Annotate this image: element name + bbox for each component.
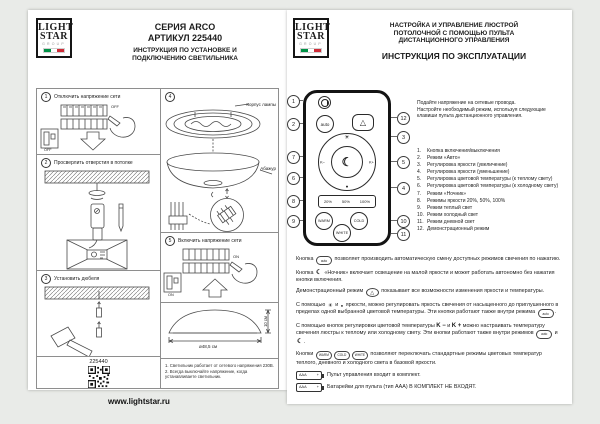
k-minus-text: K − [436,323,446,330]
legend-item: 9. Режим теплый свет [417,204,473,211]
left-page-header [90,22,280,62]
legend-item: 10. Режим холодный свет [417,211,479,218]
auto-pill-icon: auto [536,330,552,339]
step2-title: Просверлить отверстия в потолке [54,160,133,166]
drill-ceiling-illustration [37,168,160,272]
cold-button [350,212,368,230]
logo-light: LIGHT [295,22,331,33]
legend-item: 3. Регулировка яркости (увеличение) [417,162,508,169]
intro-line2: Настройте необходимый режим, используя следующие [417,106,546,113]
note-voltage: 1. Светильник работает от сетевого напряжения 230В. [165,363,274,368]
brightness-up-icon: ☀ [344,135,350,141]
button-legend-list [417,148,570,233]
callout-3: 3 [397,131,410,144]
lightstar-logo [36,18,72,58]
step5-title: Включить напряжение сети [178,238,242,244]
moon-icon: ☾ [341,155,353,169]
step1-number: 1 [41,92,51,102]
step5-number: 5 [165,236,175,246]
switch-on-label: ON [168,293,174,297]
brightness-down-icon: ● [345,184,349,189]
intro-line3: клавиши пульта дистанционного управления. [417,113,523,120]
k-plus-text: K + [451,323,462,330]
step1-panel [36,88,161,155]
sun-icon: ☀ [327,302,333,309]
installation-page [28,10,287,390]
step2-number: 2 [41,158,51,168]
legend-item: 11. Режим дневной свет [417,218,475,225]
callout-5: 5 [397,156,410,169]
website-url: www.lightstar.ru [108,397,170,406]
remote-instruction-page [287,10,572,404]
legend-item: 4. Регулировка яркости (уменьшение) [417,169,510,176]
intro-text [417,100,569,120]
step1-title: Отключить напряжение сети [54,94,121,100]
dimensions-panel [160,302,279,359]
logo-star: STAR [40,31,68,42]
diameter-label: ø48,5 см [199,344,218,349]
setup-title-line2: ПОТОЛОЧНОЙ С ПОМОЩЬЮ ПУЛЬТА [393,29,515,37]
logo-group: GROUP [42,42,66,46]
callout-12: 12 [397,112,410,125]
battery-line2: Батарейки для пульта (тип ААА) В КОМПЛЕКТ НЕ ВХОДЯТ. [327,383,477,390]
warm-button [315,212,333,230]
article-qr-panel [36,356,161,389]
setup-title-line3: ДИСТАНЦИОННОГО УПРАВЛЕНИЯ [398,37,510,44]
article-title: АРТИКУЛ 225440 [147,32,223,43]
callout-4: 4 [397,182,410,195]
lamp-dimensions-illustration [161,303,278,358]
night-mode-button [331,146,363,178]
cold-pill-icon: COLD [334,351,350,360]
switch-off-label: OFF [44,148,52,152]
italian-flag-icon [43,48,65,53]
dowel-hammer-illustration [37,284,160,358]
paragraph-presets: Кнопки WARM COLD WHITE позволяют переключать стандартные режимы цветовых температур теплого, дневного и холодного света в базовой яркости. [296,350,542,366]
logo-group: GROUP [299,42,323,46]
intro-line1: Подайте напряжение на сетевые провода. [417,100,516,106]
battery-included-row [296,371,564,380]
white-label: WHITE [335,231,349,235]
setup-title-line1: НАСТРОЙКА И УПРАВЛЕНИЕ ЛЮСТРОЙ [389,22,519,29]
legend-item: 8. Режимы яркости 20%, 50%, 100% [417,197,506,204]
logo-light: LIGHT [38,22,74,33]
legend-item: 5. Регулировка цветовой температуры (к теплому свету) [417,176,553,183]
callout-11: 11 [397,228,410,241]
battery-line1: Пульт управления входит в комплект. [327,372,421,379]
paragraph-brightness: С помощью ☀ и ● яркости, можно регулировать яркость свечения от насыщенного до приглушенного в пределах одной выбранной цветовой температуры. Эти кнопки работают также внутри режима auto . [296,302,564,318]
callout-9: 9 [287,215,300,228]
install-subtitle-line1: ИНСТРУКЦИЯ ПО УСТАНОВКЕ И [133,47,237,54]
cycle-triangle-icon: △ [359,118,367,127]
battery-icon: AAA + [296,371,322,380]
callout-1: 1 [287,95,300,108]
legend-item: 2. Режим «Авто» [417,155,461,162]
italian-flag-icon [300,48,322,53]
moon-icon: ☾ [316,269,322,277]
paragraph-kelvin: С помощью кнопок регулировки цветовой температуры K − и K + можно настраивать температуру свечения люстры к теплому или холодному свету. Эти кнопки работают также внутри режимов auto и ☾. [296,323,558,346]
callout-6: 6 [287,172,300,185]
white-button [333,224,351,242]
step5-panel [160,232,279,303]
lamp-shade-label: Абажур [260,166,276,171]
right-page-header [343,22,565,61]
paragraph-demo: Демонстрационный режим △ показывает все возможности изменения яркости и температуры. [296,288,545,296]
step3-panel [36,270,161,357]
breaker-on-label: ON [233,254,239,259]
kelvin-plus-button: K+ [368,159,374,165]
power-button [318,96,331,109]
breaker-off-illustration [37,102,160,154]
lamp-body-label: Корпус лампы [246,102,276,107]
demo-mode-button [352,114,374,131]
step4-panel [160,88,279,233]
moon-icon: ☾ [297,338,303,346]
series-title: СЕРИЯ ARCO [154,22,216,32]
kelvin-minus-button: K− [320,159,326,165]
preset-50-label: 50% [341,199,350,204]
brightness-temperature-dial [318,133,376,191]
step3-number: 3 [41,274,51,284]
auto-button-label: auto [320,121,330,127]
logo-star: STAR [297,31,325,42]
battery-not-included-row [296,383,564,392]
legend-item: 1. Кнопка включения/выключения [417,148,500,154]
breaker-on-illustration [161,246,278,301]
callout-8: 8 [287,195,300,208]
legend-item: 7. Режим «Ночник» [417,190,466,197]
paragraph-night: Кнопка ☾ «Ночник» включает освещение на малой яркости и может работать автономно без нажатия кнопки включения. [296,269,555,283]
callout-2: 2 [287,118,300,131]
notes-panel [160,358,279,389]
paragraph-auto: Кнопка auto позволяет производить автоматическую смену доступных режимов свечения по нажатию. [296,256,564,265]
brightness-presets-button [318,195,376,208]
lightstar-logo-right [293,18,329,58]
article-number: 225440 [89,359,108,365]
warm-pill-icon: WARM [316,351,332,360]
usage-paragraphs [296,256,564,392]
auto-pill-icon: auto [316,256,332,265]
note-safety: 2. Всегда выключайте напряжение, когда устанавливаете светильник. [165,368,248,380]
step4-number: 4 [165,92,175,102]
step3-title: Установить дюбеля [54,276,100,282]
auto-pill-icon: auto [538,309,554,318]
install-subtitle-line2: ПОДКЛЮЧЕНИЮ СВЕТИЛЬНИКА [132,54,238,62]
callout-7: 7 [287,151,300,164]
height-label: 10 см [262,316,268,327]
legend-item: 6. Регулировка цветовой температуры (к холодному свету) [417,183,559,190]
dot-icon: ● [340,302,344,308]
step2-panel [36,154,161,271]
warm-label: WARM [318,219,330,223]
operation-subtitle: ИНСТРУКЦИЯ ПО ЭКСПЛУАТАЦИИ [381,50,527,61]
preset-100-label: 100% [359,199,371,204]
callout-10: 10 [397,215,410,228]
remote-control-illustration [303,90,391,246]
battery-icon: AAA + [296,383,322,392]
legend-item: 12. Демонстрационный режим [417,226,490,233]
cold-label: COLD [353,219,365,223]
auto-button [316,115,334,133]
breaker-off-label: OFF [111,104,119,109]
preset-20-label: 20% [323,199,332,204]
cycle-triangle-icon: △ [366,288,379,297]
white-pill-icon: WHITE [352,351,368,360]
qr-code [88,366,110,388]
